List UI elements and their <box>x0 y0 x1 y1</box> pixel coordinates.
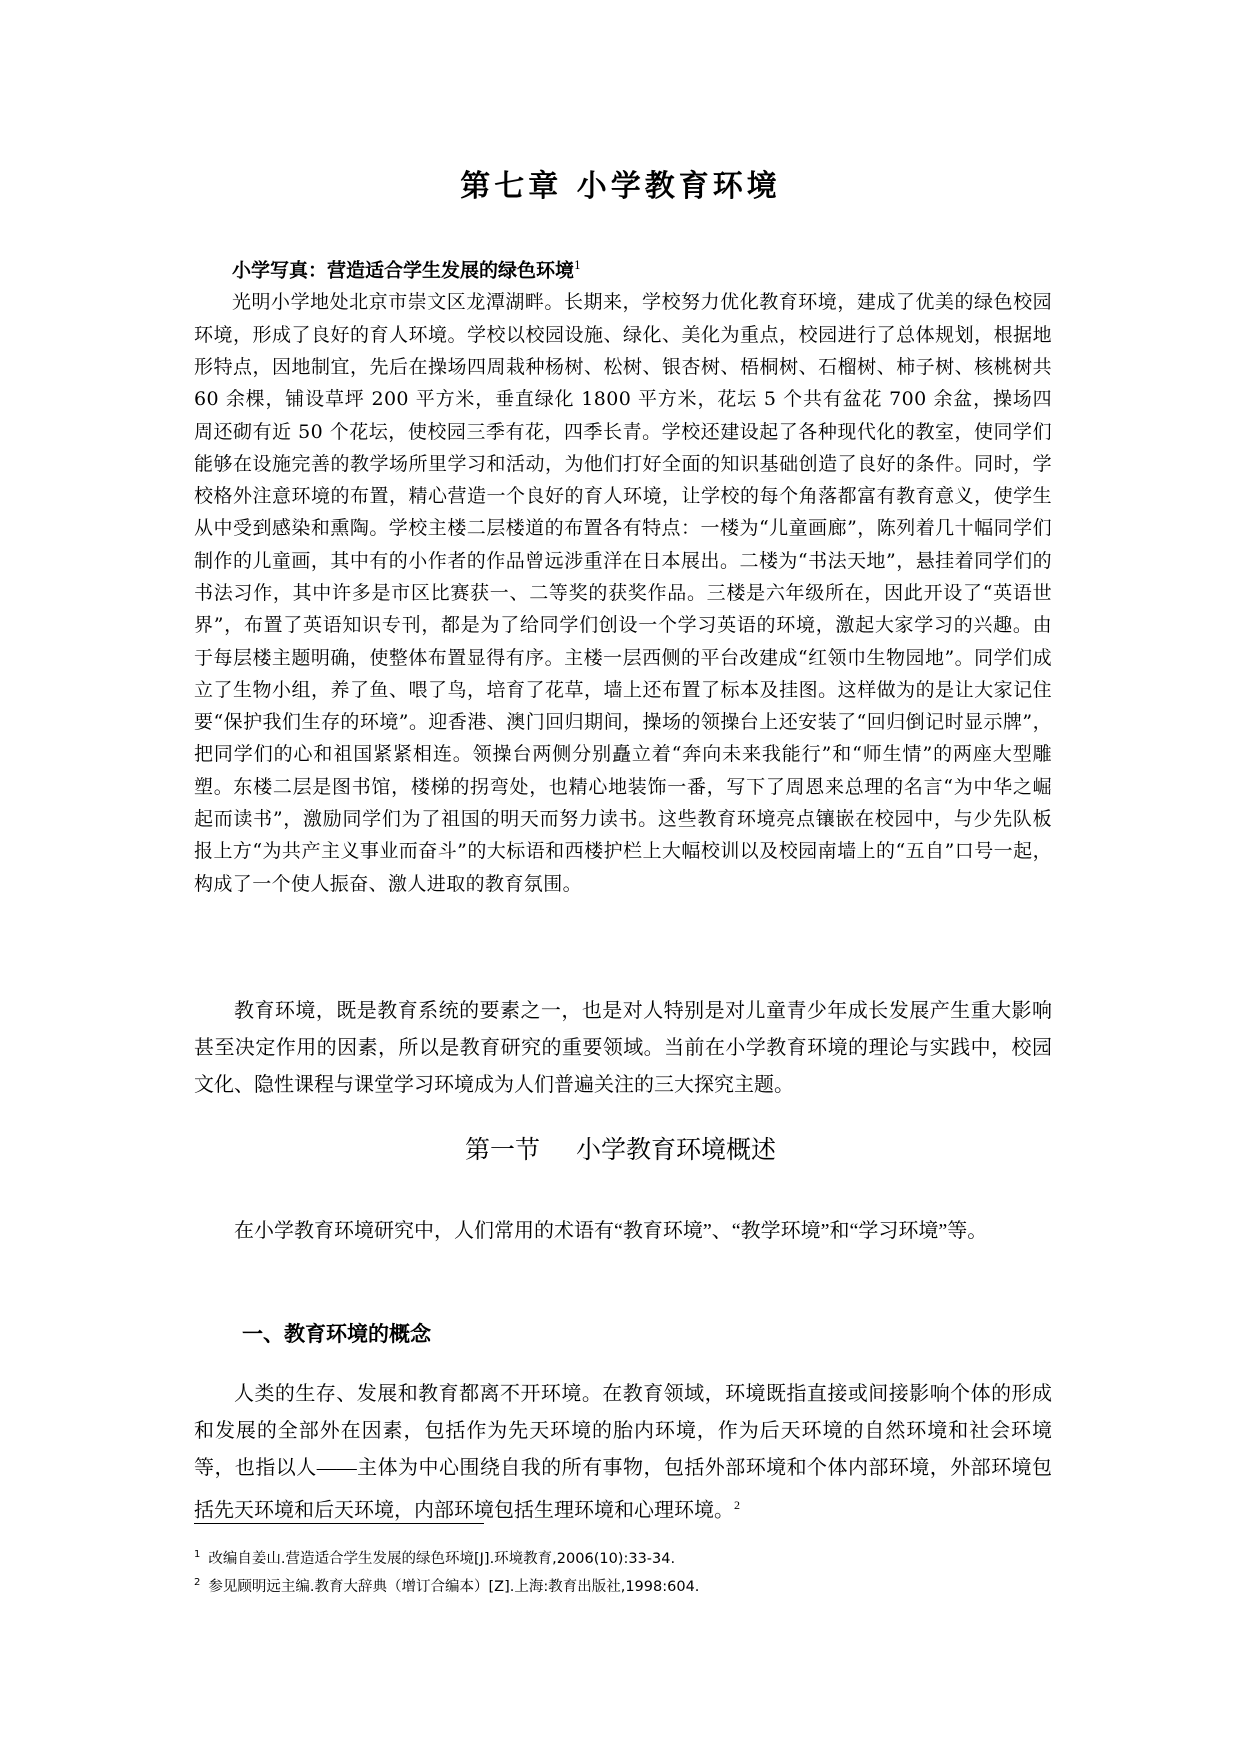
footnote-mark: 1 <box>194 1549 201 1560</box>
footnote-divider <box>194 1523 484 1524</box>
concept-paragraph <box>194 1376 1052 1530</box>
intro-paragraph: 教育环境，既是教育系统的要素之一，也是对人特别是对儿童青少年成长发展产生重大影响甚至决定作用的因素，所以是教育研究的重要领域。当前在小学教育环境的理论与实践中，校园文化、隐性课程与课堂学习环境成为人们普遍关注的三大探究主题。 <box>194 1000 1052 1096</box>
case-study-body: 光明小学地处北京市崇文区龙潭湖畔。长期来，学校努力优化教育环境，建成了优美的绿色校园环境，形成了良好的育人环境。学校以校园设施、绿化、美化为重点，校园进行了总体规划，根据地形特点，因地制宜，先后在操场四周栽种杨树、松树、银杏树、梧桐树、石榴树、柿子树、核桃树共 60 余棵，铺设草坪 200 平方米，垂直绿化 1800 平方米，花坛 5 个共有盆花 700 余盆，操场四周还砌有近 50 个花坛，使校园三季有花，四季长青。学校还建设起了各种现代化的教室，使同学们能够在设施完善的教学场所里学习和活动，为他们打好全面的知识基础创造了良好的条件。同时，学校格外注意环境的布置，精心营造一个良好的育人环境，让学校的每个角落都富有教育意义，使学生从中受到感染和熏陶。学校主楼二层楼道的布置各有特点：一楼为“儿童画廊”，陈列着几十幅同学们制作的儿童画，其中有的小作者的作品曾远涉重洋在日本展出。二楼为“书法天地”，悬挂着同学们的书法习作，其中许多是市区比赛获一、二等奖的获奖作品。三楼是六年级所在，因此开设了“英语世界”，布置了英语知识专刊，都是为了给同学们创设一个学习英语的环境，激起大家学习的兴趣。由于每层楼主题明确，使整体布置显得有序。主楼一层西侧的平台改建成“红领巾生物园地”。同学们成立了生物小组，养了鱼、喂了鸟，培育了花草，墙上还布置了标本及挂图。这样做为的是让大家记住要“保护我们生存的环境”。迎香港、澳门回归期间，操场的领操台上还安装了“回归倒记时显示牌”，把同学们的心和祖国紧紧相连。领操台两侧分别矗立着“奔向未来我能行”和“师生情”的两座大型雕塑。东楼二层是图书馆，楼梯的拐弯处，也精心地装饰一番，写下了周恩来总理的名言“为中华之崛起而读书”，激励同学们为了祖国的明天而努力读书。这些教育环境亮点镶嵌在校园中，与少先队板报上方“为共产主义事业而奋斗”的大标语和西楼护栏上大幅校训以及校园南墙上的“五自”口号一起，构成了一个使人振奋、激人进取的教育氛围。 <box>194 291 1052 895</box>
section-title: 第一节 小学教育环境概述 <box>465 1135 776 1164</box>
footnote-mark: 2 <box>194 1576 201 1588</box>
footnote-text: 改编自姜山.营造适合学生发展的绿色环境[J].环境教育,2006(10):33-34. <box>208 1550 676 1567</box>
concept-paragraph-text: 人类的生存、发展和教育都离不开环境。在教育领域，环境既指直接或间接影响个体的形成和发展的全部外在因素，包括作为先天环境的胎内环境，作为后天环境的自然环境和社会环境等，也指以人——主体为中心围绕自我的所有事物，包括外部环境和个体内部环境，外部环境包括先天环境和后天环境，内部环境包括生理环境和心理环境。 <box>194 1383 1052 1522</box>
footnote-ref-1: 1 <box>574 259 582 272</box>
terms-paragraph: 在小学教育环境研究中，人们常用的术语有“教育环境”、“教学环境”和“学习环境”等。 <box>234 1220 988 1242</box>
subheading-concept: 一、教育环境的概念 <box>242 1322 431 1346</box>
footnotes <box>194 1543 1052 1599</box>
case-study-title <box>194 250 1052 286</box>
footnote-1 <box>194 1543 1052 1571</box>
case-study-block <box>194 250 1052 900</box>
footnote-2 <box>194 1571 1052 1599</box>
footnote-text: 参见顾明远主编.教育大辞典（增订合编本）[Z].上海:教育出版社,1998:604. <box>208 1578 700 1595</box>
case-study-title-text: 小学写真：营造适合学生发展的绿色环境 <box>232 259 575 282</box>
footnote-ref-2: 2 <box>734 1498 740 1512</box>
chapter-title: 第七章 小学教育环境 <box>460 169 781 204</box>
